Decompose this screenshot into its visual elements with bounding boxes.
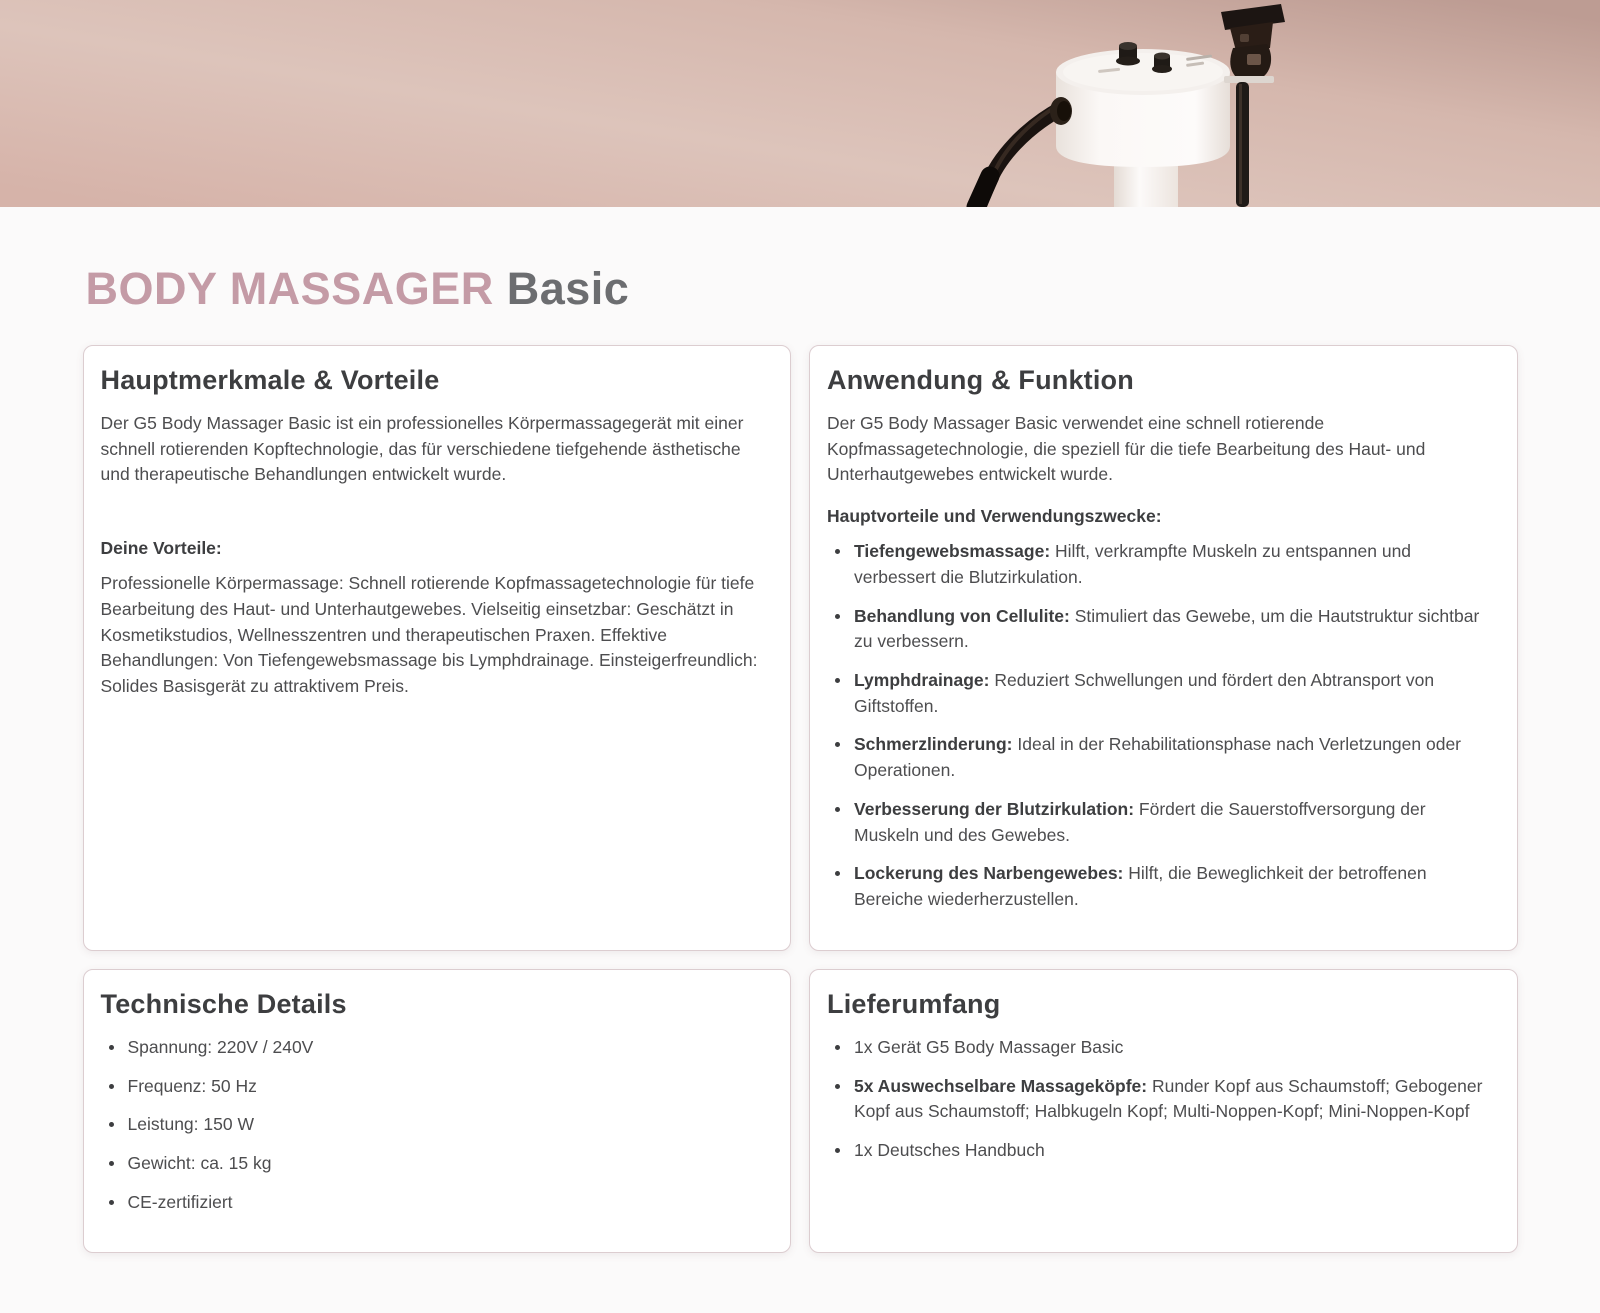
bullet-text: Spannung: 220V / 240V xyxy=(127,1036,314,1057)
list-item xyxy=(101,1112,767,1138)
bullet-text: Leistung: 150 W xyxy=(127,1114,254,1135)
list-item xyxy=(827,668,1493,719)
bullet-text: Frequenz: 50 Hz xyxy=(127,1075,257,1096)
scope-bullet-list xyxy=(827,1035,1493,1164)
list-item xyxy=(101,1190,767,1216)
product-model-text: Basic xyxy=(506,263,630,314)
hero-section xyxy=(0,0,1600,207)
list-item xyxy=(827,732,1493,783)
list-item xyxy=(827,539,1493,590)
bullet-text: Gewicht: ca. 15 kg xyxy=(127,1152,272,1173)
application-list-label: Hauptvorteile und Verwendungszwecke: xyxy=(827,506,1162,527)
bullet-text: Reduziert Schwellungen und fördert den Abtransport von Giftstoffen. xyxy=(854,670,1435,716)
list-item xyxy=(101,1074,767,1100)
bullet-text: CE-zertifiziert xyxy=(127,1191,233,1212)
list-item xyxy=(827,604,1493,655)
benefits-paragraph: Professionelle Körpermassage: Schnell rotierende Kopfmassagetechnologie für tiefe Bearbeitung des Haut- und Unterhautgewebes. Vielseitig einsetzbar: Geschätzt in Kosmetikstudios, Wellnesszentren und therapeutischen Praxen. Effektive Behandlungen: Von Tiefengewebsmassage bis Lymphdrainage. Einsteigerfreundlich: Solides Basisgerät zu attraktivem Preis. xyxy=(100,573,758,697)
list-item xyxy=(827,1074,1493,1125)
list-item xyxy=(827,861,1493,912)
list-item xyxy=(827,797,1493,848)
bullet-lead: Schmerzlinderung: xyxy=(854,734,1013,755)
card-features-intro: Der G5 Body Massager Basic ist ein professionelles Körpermassagegerät mit einer schnell rotierenden Kopftechnologie, das für verschiedene tiefgehende ästhetische und therapeutische Behandlungen entwickelt wurde. xyxy=(100,413,744,485)
bullet-lead: Verbesserung der Blutzirkulation: xyxy=(854,798,1135,819)
card-features-heading: Hauptmerkmale & Vorteile xyxy=(100,365,440,395)
list-item xyxy=(101,1151,767,1177)
hero-background xyxy=(0,0,1600,207)
benefits-label: Deine Vorteile: xyxy=(100,538,222,559)
card-application-intro: Der G5 Body Massager Basic verwendet eine schnell rotierende Kopfmassagetechnologie, die speziell für die tiefe Bearbeitung des Haut- und Unterhautgewebes entwickelt wurde. xyxy=(827,413,1426,485)
bullet-lead: Tiefengewebsmassage: xyxy=(854,541,1051,562)
bullet-text: 1x Deutsches Handbuch xyxy=(854,1139,1045,1160)
bullet-lead: 5x Auswechselbare Massageköpfe: xyxy=(854,1075,1148,1096)
page-title xyxy=(86,263,1518,315)
card-tech-details xyxy=(83,969,792,1254)
card-scope-heading: Lieferumfang xyxy=(827,988,1001,1019)
bullet-text: Runder Kopf aus Schaumstoff; Gebogener Kopf aus Schaumstoff; Halbkugeln Kopf; Multi-Noppen-Kopf; Mini-Noppen-Kopf xyxy=(854,1075,1483,1122)
card-application xyxy=(809,345,1518,951)
card-features xyxy=(83,345,792,951)
massager-device-image xyxy=(0,0,1600,207)
device-knob-left xyxy=(1116,42,1140,66)
content-area xyxy=(83,263,1518,1313)
list-item xyxy=(827,1138,1493,1164)
card-application-heading: Anwendung & Funktion xyxy=(827,365,1134,395)
list-item xyxy=(101,1035,767,1061)
bullet-lead: Lymphdrainage: xyxy=(854,670,990,691)
bullet-text: Stimuliert das Gewebe, um die Hautstruktur sichtbar zu verbessern. xyxy=(854,605,1480,652)
bullet-text: Fördert die Sauerstoffversorgung der Muskeln und des Gewebes. xyxy=(854,798,1426,845)
info-cards-grid xyxy=(83,345,1518,1313)
bullet-text: Hilft, die Beweglichkeit der betroffenen Bereiche wiederherzustellen. xyxy=(854,863,1427,910)
product-brand-text: BODY MASSAGER xyxy=(85,263,494,314)
bullet-lead: Lockerung des Narbengewebes: xyxy=(854,863,1124,884)
card-scope-of-delivery xyxy=(809,969,1518,1254)
application-bullet-list xyxy=(827,539,1493,913)
bullet-lead: Behandlung von Cellulite: xyxy=(854,605,1070,626)
bullet-text: Ideal in der Rehabilitationsphase nach Verletzungen oder Operationen. xyxy=(854,734,1462,781)
list-item xyxy=(827,1035,1493,1061)
device-knob-right xyxy=(1152,53,1172,74)
tech-bullet-list xyxy=(101,1035,767,1216)
card-tech-heading: Technische Details xyxy=(100,988,347,1019)
device-body xyxy=(1050,42,1230,167)
bullet-text: 1x Gerät G5 Body Massager Basic xyxy=(854,1036,1124,1057)
bullet-text: Hilft, verkrampfte Muskeln zu entspannen und verbessert die Blutzirkulation. xyxy=(854,541,1412,587)
